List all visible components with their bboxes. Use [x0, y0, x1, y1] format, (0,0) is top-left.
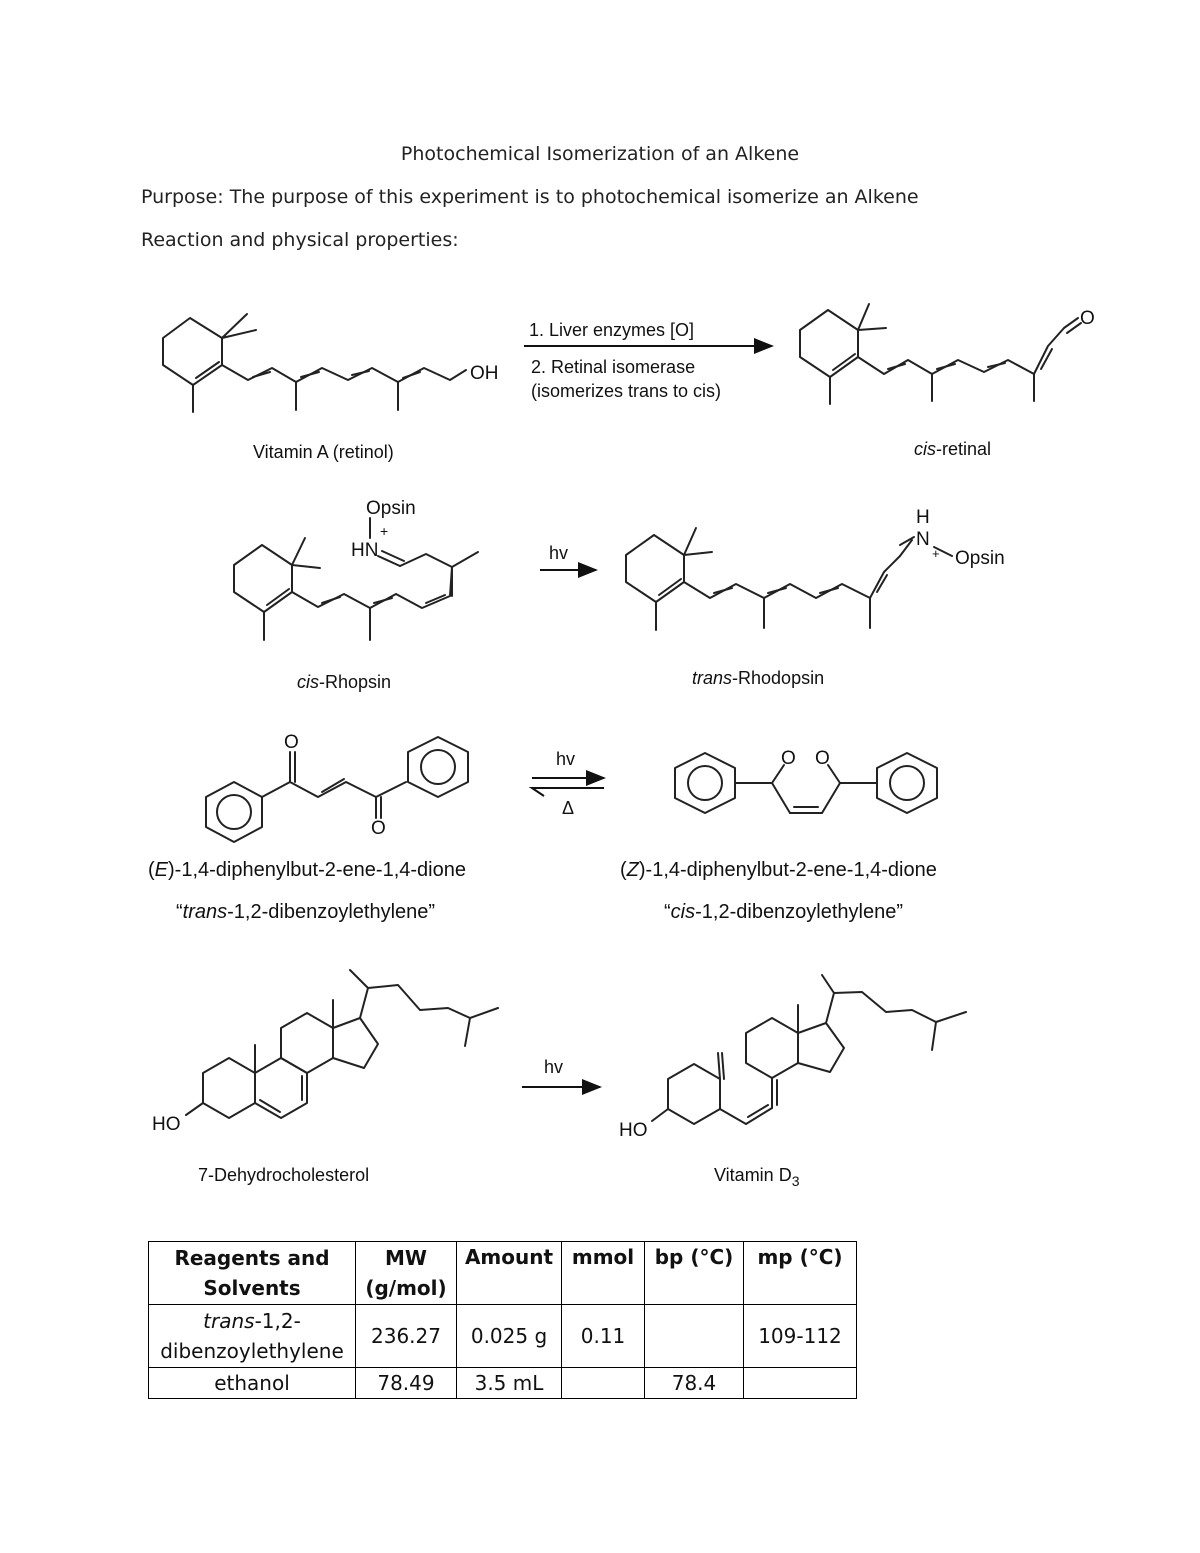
reaction-heading: Reaction and physical properties:: [141, 229, 459, 251]
svg-text:+: +: [380, 523, 389, 539]
condition-hv-3: hv: [556, 749, 576, 769]
cell-mmol: 0.11: [562, 1305, 645, 1368]
trans-dibenzoylethylene-structure: [206, 732, 468, 842]
svg-text:+: +: [932, 546, 940, 561]
cis-common-name: “cis-1,2-dibenzoylethylene”: [664, 901, 904, 923]
cell-bp: 78.4: [645, 1368, 744, 1399]
trans-rhodopsin-label: trans-Rhodopsin: [692, 668, 825, 688]
retinol-structure: [163, 314, 499, 412]
cell-mw: 78.49: [356, 1368, 457, 1399]
cis-retinal-label: cis-retinal: [914, 439, 992, 459]
table-row: [149, 1368, 857, 1399]
condition-hv-2: hv: [549, 543, 569, 563]
purpose-text: Purpose: The purpose of this experiment is to photochemical isomerize an Alkene: [141, 186, 919, 208]
table-row: [149, 1305, 857, 1368]
vitamin-d3-structure: [619, 975, 966, 1141]
opsin-label-2: Opsin: [955, 548, 1005, 569]
cis-dibenzoylethylene-structure: [675, 748, 937, 813]
page-title: Photochemical Isomerization of an Alkene: [400, 143, 800, 165]
header-mmol: mmol: [562, 1242, 645, 1305]
trans-common-name: “trans-1,2-dibenzoylethylene”: [176, 901, 436, 923]
svg-text:O: O: [371, 818, 386, 839]
cell-amount: 0.025 g: [457, 1305, 562, 1368]
n-label: N: [916, 529, 930, 550]
cell-reagent-name: ethanol: [149, 1368, 356, 1399]
condition-retinal-isomerase: 2. Retinal isomerase: [531, 357, 696, 377]
cell-mp: [744, 1368, 857, 1399]
cis-retinal-structure: [800, 304, 1095, 404]
cell-mmol: [562, 1368, 645, 1399]
svg-text:O: O: [284, 732, 299, 753]
svg-text:O: O: [815, 748, 830, 769]
hn-label: HN: [351, 540, 379, 561]
condition-heat-3: Δ: [562, 798, 575, 818]
cell-amount: 3.5 mL: [457, 1368, 562, 1399]
opsin-label: Opsin: [366, 498, 416, 519]
hydroxyl-label: OH: [470, 363, 499, 384]
condition-isomerizes: (isomerizes trans to cis): [531, 381, 722, 401]
header-mp: mp (°C): [744, 1242, 857, 1305]
svg-text:HO: HO: [152, 1114, 181, 1135]
cis-rhopsin-label: cis-Rhopsin: [297, 672, 392, 692]
header-bp: bp (°C): [645, 1242, 744, 1305]
reagents-table: [148, 1241, 857, 1399]
cell-reagent-name: trans-1,2- dibenzoylethylene: [149, 1305, 356, 1368]
cis-rhopsin-structure: [234, 498, 478, 640]
reaction-arrow-3-reverse: [532, 788, 604, 796]
dehydrocholesterol-label: 7-Dehydrocholesterol: [198, 1165, 370, 1185]
vitamin-d3-label: Vitamin $D_3$: [714, 1165, 800, 1189]
svg-text:O: O: [781, 748, 796, 769]
trans-rhodopsin-structure: [626, 507, 1005, 630]
header-reagents: Reagents and Solvents: [149, 1242, 356, 1305]
e-isomer-iupac-name: (E)-1,4-diphenylbut-2-ene-1,4-dione: [148, 859, 466, 881]
cell-mp: 109-112: [744, 1305, 857, 1368]
svg-text:HO: HO: [619, 1120, 648, 1141]
cell-mw: 236.27: [356, 1305, 457, 1368]
carbonyl-o-label: O: [1080, 308, 1095, 329]
table-header-row: [149, 1242, 857, 1305]
dehydrocholesterol-structure: [152, 970, 498, 1135]
retinol-label: Vitamin A (retinol): [253, 442, 394, 462]
cell-bp: [645, 1305, 744, 1368]
header-mw: MW (g/mol): [356, 1242, 457, 1305]
h-label: H: [916, 507, 930, 528]
condition-liver-enzymes: 1. Liver enzymes [O]: [529, 320, 695, 340]
z-isomer-iupac-name: (Z)-1,4-diphenylbut-2-ene-1,4-dione: [620, 859, 937, 881]
header-amount: Amount: [457, 1242, 562, 1305]
condition-hv-4: hv: [544, 1057, 564, 1077]
